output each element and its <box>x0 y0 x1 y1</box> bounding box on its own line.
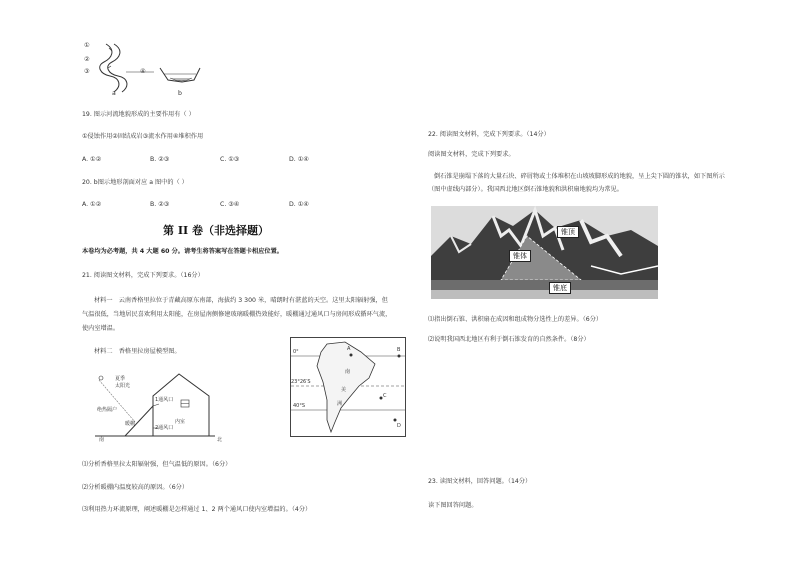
map-point-c: C <box>383 393 387 399</box>
house-label-sunroom: 暖棚 <box>125 421 136 427</box>
scree-cone-photo-drawing <box>431 206 658 299</box>
map-lat-equator: 0° <box>293 349 299 355</box>
q19-items: ①侵蚀作用②固结成岩③流水作用④堆积作用 <box>82 133 204 140</box>
map-lat-40s: 40°S <box>293 403 306 409</box>
map-point-d: D <box>397 423 401 429</box>
figure-mark-1: ① <box>84 42 90 49</box>
q21-sub3: ⑶利用热力环流原理，阐述暖棚是怎样通过 1、2 两个通风口使内室增温的。（4分） <box>82 506 312 513</box>
river-landform-figure <box>82 38 212 98</box>
q20-option-b[interactable]: B. ②③ <box>150 201 170 208</box>
q19-option-a[interactable]: A. ①② <box>82 156 102 163</box>
river-plan-and-profile-diagram <box>82 38 212 98</box>
photo-label-cone-body: 锥体 <box>509 250 531 262</box>
house-label-north: 北 <box>217 437 223 443</box>
q19-stem: 19. 图示河流地貌形成的主要作用有（ ） <box>82 111 195 118</box>
q20-option-a[interactable]: A. ①② <box>82 201 102 208</box>
q23-lead: 读下图回答问题。 <box>428 502 478 509</box>
figure-mark-4: ④ <box>140 68 146 75</box>
q19-option-d[interactable]: D. ①④ <box>289 156 309 163</box>
q22-lead: 阅读图文材料，完成下列要求。 <box>428 151 515 158</box>
q20-stem: 20. b图示地形剖面对应 a 图中的（ ） <box>82 179 188 186</box>
q20-option-d[interactable]: D. ①④ <box>289 201 309 208</box>
house-label-south: 南 <box>99 437 105 443</box>
q21-sub1: ⑴分析香格里拉太阳辐射强，但气温低的原因。（6分） <box>82 461 232 468</box>
house-label-vent2: 2通风口 <box>155 425 174 431</box>
q21-stem: 21. 阅读图文材料，完成下列要求。（16分） <box>82 272 204 279</box>
south-america-map <box>290 337 406 437</box>
figure-mark-2: ② <box>84 56 90 63</box>
house-label-vent1: 1通风口 <box>155 397 174 403</box>
house-label-room: 内室 <box>175 419 186 425</box>
q23-stem: 23. 读图文材料，回答问题。（14分） <box>428 478 532 485</box>
photo-label-cone-top: 锥顶 <box>557 226 579 238</box>
map-label-3: 洲 <box>337 401 343 407</box>
q19-option-b[interactable]: B. ②③ <box>150 156 170 163</box>
q21-material2: 材料二 香格里拉房屋模型图。 <box>94 348 181 355</box>
section2-note: 本卷均为必考题，共 4 大题 60 分。请考生将答案写在答题卡相应位置。 <box>82 248 283 255</box>
figure-label-b: b <box>178 90 182 97</box>
q22-sub2: ⑵说明我国西北地区有利于倒石锥发育的自然条件。（8分） <box>428 336 590 343</box>
map-label-1: 南 <box>345 369 351 375</box>
house-label-insulation: 绝热隔户 <box>97 407 118 413</box>
q22-material: 倒石锥是崩塌下落的大量石块、碎屑物或土体堆积在山坡坡脚形成的地貌，呈上尖下圆的锥状，如下图所示（图中虚线内部分）。我国西北地区倒石锥地貌和洪积扇地貌均为常见。 <box>428 173 725 193</box>
map-point-a: A <box>347 346 351 352</box>
q22-stem: 22. 阅读图文材料，完成下列要求。（14分） <box>428 131 550 138</box>
q22-sub1: ⑴指出倒石锥、洪积扇在成因和组成物分选性上的差异。（6分） <box>428 316 603 323</box>
map-lat-tropic: 23°26′S <box>291 379 311 385</box>
photo-label-cone-base: 锥底 <box>549 282 571 294</box>
map-point-b: B <box>397 347 401 353</box>
q20-option-c[interactable]: C. ③④ <box>220 201 240 208</box>
map-label-2: 美 <box>341 387 347 393</box>
scree-cone-photo <box>431 206 658 299</box>
figure-mark-3: ③ <box>84 68 90 75</box>
q21-material1: 材料一 云南香格里拉位于青藏高原东南部，海拔约 3 300 米，晴朗时有湛蓝的天空。这里太阳辐射强，但气温很低，当地居民喜欢利用太阳能，在房屋南侧修建玻璃暖棚热效能好，暖棚通过通风口与房间形成循环气流，使内室增温。 <box>82 297 392 332</box>
house-label-sunlight: 太阳光 <box>115 383 131 389</box>
house-label-summer: 夏季 <box>115 376 126 382</box>
figure-label-a: a <box>112 90 116 97</box>
section2-title: 第 II 卷（非选择题） <box>163 224 269 237</box>
q19-option-c[interactable]: C. ①③ <box>220 156 240 163</box>
q21-sub2: ⑵分析暖棚内温度较高的原因。（6分） <box>82 484 189 491</box>
house-model-diagram <box>95 362 235 444</box>
